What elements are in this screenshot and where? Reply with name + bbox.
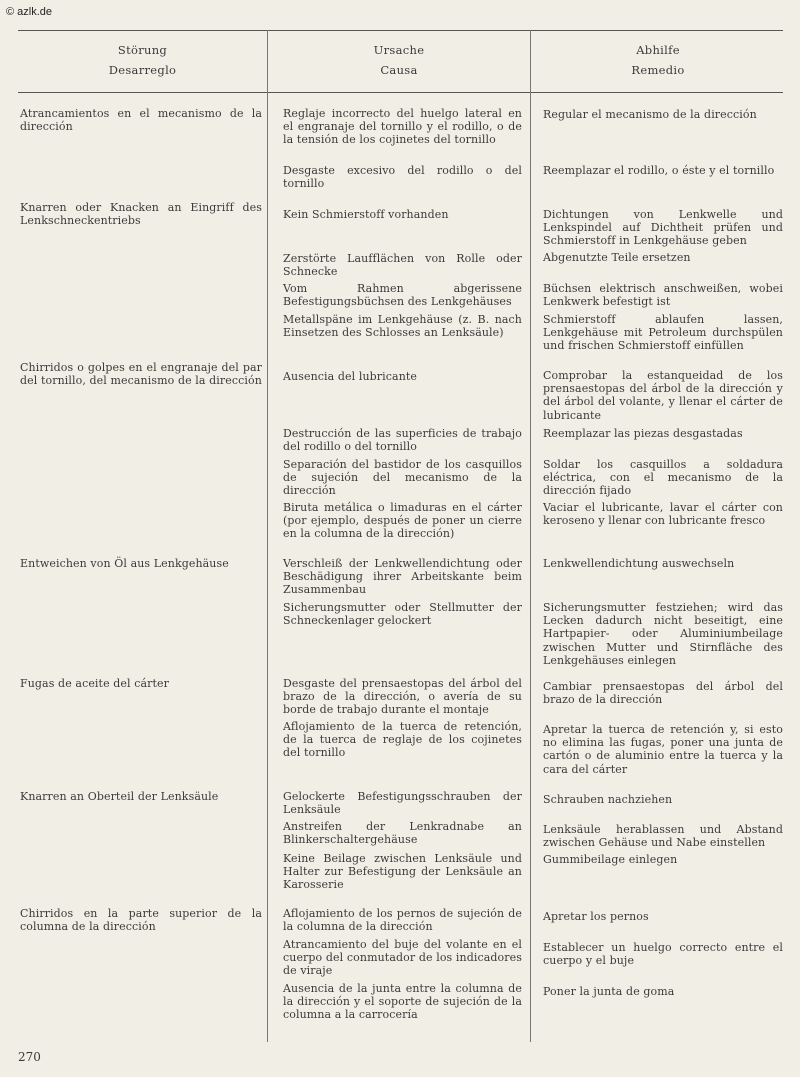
remedy-cell: Sicherungsmutter festziehen; wird das Lecken dadurch nicht beseitigt, eine Hartpapier- oder Aluminiumbeilage zwischen Mutter und Stirnfläche des Lenkgehäuses einlegen	[543, 601, 783, 667]
remedy-cell: Cambiar prensaestopas del árbol del brazo de la dirección	[543, 680, 783, 707]
remedy-cell: Gummibeilage einlegen	[543, 853, 678, 866]
cause-cell: Gelockerte Befestigungsschrauben der Lenksäule	[283, 790, 522, 817]
remedy-cell: Apretar la tuerca de retención y, si esto no elimina las fugas, poner una junta de cartón o de aluminio entre la tuerca y la cara del cárter	[543, 723, 783, 776]
header-cause	[268, 40, 530, 80]
cause-cell: Verschleiß der Lenkwellendichtung oder Beschädigung ihrer Arbeitskante beim Zusammenbau	[283, 557, 522, 597]
cause-cell: Ausencia del lubricante	[283, 370, 418, 383]
remedy-cell: Büchsen elektrisch anschweißen, wobei Lenkwerk befestigt ist	[543, 282, 783, 309]
remedy-cell: Vaciar el lubricante, lavar el cárter con keroseno y llenar con lubricante fresco	[543, 501, 783, 528]
remedy-cell: Apretar los pernos	[543, 910, 649, 923]
column-divider	[267, 30, 268, 1042]
header-fault-es: Desarreglo	[108, 63, 177, 77]
header-fault	[18, 40, 267, 80]
cause-cell: Anstreifen der Lenkradnabe an Blinkerschaltergehäuse	[283, 820, 522, 847]
remedy-cell: Reemplazar el rodillo, o éste y el tornillo	[543, 164, 775, 177]
header-fault-de: Störung	[117, 43, 168, 57]
header-remedy	[531, 40, 785, 80]
cause-cell: Desgaste excesivo del rodillo o del tornillo	[283, 164, 522, 191]
cause-cell: Biruta metálica o limaduras en el cárter (por ejemplo, después de poner un cierre en la columna de la dirección)	[283, 501, 522, 541]
cause-cell: Aflojamiento de los pernos de sujeción de la columna de la dirección	[283, 907, 522, 934]
remedy-cell: Abgenutzte Teile ersetzen	[543, 251, 691, 264]
remedy-cell: Lenkwellendichtung auswechseln	[543, 557, 735, 570]
fault-cell: Knarren an Oberteil der Lenksäule	[20, 790, 219, 803]
remedy-cell: Poner la junta de goma	[543, 985, 675, 998]
remedy-cell: Soldar los casquillos a soldadura eléctrica, con el mecanismo de la dirección fijado	[543, 458, 783, 498]
cause-cell: Keine Beilage zwischen Lenksäule und Halter zur Befestigung der Lenksäule an Karosserie	[283, 852, 522, 892]
cause-cell: Sicherungsmutter oder Stellmutter der Schneckenlager gelockert	[283, 601, 522, 628]
cause-cell: Destrucción de las superficies de trabajo del rodillo o del tornillo	[283, 427, 522, 454]
remedy-cell: Schmierstoff ablaufen lassen, Lenkgehäuse mit Petroleum durchspülen und frischen Schmierstoff einfüllen	[543, 313, 783, 353]
cause-cell: Aflojamiento de la tuerca de retención, de la tuerca de reglaje de los cojinetes del tornillo	[283, 720, 522, 760]
remedy-cell: Establecer un huelgo correcto entre el cuerpo y el buje	[543, 941, 783, 968]
fault-cell: Chirridos o golpes en el engranaje del par del tornillo, del mecanismo de la dirección	[20, 361, 262, 388]
cause-cell: Reglaje incorrecto del huelgo lateral en el engranaje del tornillo y el rodillo, o de la tensión de los cojinetes del tornillo	[283, 107, 522, 147]
cause-cell: Desgaste del prensaestopas del árbol del brazo de la dirección, o avería de su borde de trabajo durante el montaje	[283, 677, 522, 717]
header-remedy-es: Remedio	[631, 63, 685, 77]
remedy-cell: Reemplazar las piezas desgastadas	[543, 427, 743, 440]
cause-cell: Ausencia de la junta entre la columna de la dirección y el soporte de sujeción de la columna a la carrocería	[283, 982, 522, 1022]
cause-cell: Kein Schmierstoff vorhanden	[283, 208, 449, 221]
watermark: © azlk.de	[6, 6, 53, 18]
page-number: 270	[18, 1050, 41, 1064]
fault-cell: Atrancamientos en el mecanismo de la dirección	[20, 107, 262, 134]
top-rule	[18, 30, 783, 31]
remedy-cell: Comprobar la estanqueidad de los prensaestopas del árbol de la dirección y del árbol del volante, y llenar el cárter de lubricante	[543, 369, 783, 422]
remedy-cell: Dichtungen von Lenkwelle und Lenkspindel auf Dichtheit prüfen und Schmierstoff in Lenkgehäuse geben	[543, 208, 783, 248]
fault-cell: Chirridos en la parte superior de la columna de la dirección	[20, 907, 262, 934]
remedy-cell: Schrauben nachziehen	[543, 793, 673, 806]
fault-cell: Entweichen von Öl aus Lenkgehäuse	[20, 557, 229, 570]
remedy-cell: Lenksäule herablassen und Abstand zwischen Gehäuse und Nabe einstellen	[543, 823, 783, 850]
header-cause-de: Ursache	[373, 43, 425, 57]
header-cause-es: Causa	[380, 63, 418, 77]
cause-cell: Zerstörte Laufflächen von Rolle oder Schnecke	[283, 252, 522, 279]
cause-cell: Atrancamiento del buje del volante en el cuerpo del conmutador de los indicadores de viraje	[283, 938, 522, 978]
cause-cell: Metallspäne im Lenkgehäuse (z. B. nach Einsetzen des Schlosses an Lenksäule)	[283, 313, 522, 340]
cause-cell: Vom Rahmen abgerissene Befestigungsbüchsen des Lenkgehäuses	[283, 282, 522, 309]
header-rule	[18, 92, 783, 93]
fault-cell: Fugas de aceite del cárter	[20, 677, 170, 690]
header-remedy-de: Abhilfe	[636, 43, 680, 57]
fault-cell: Knarren oder Knacken an Eingriff des Lenkschneckentriebs	[20, 201, 262, 228]
remedy-cell: Regular el mecanismo de la dirección	[543, 108, 757, 121]
cause-cell: Separación del bastidor de los casquillos de sujeción del mecanismo de la dirección	[283, 458, 522, 498]
column-divider	[530, 30, 531, 1042]
